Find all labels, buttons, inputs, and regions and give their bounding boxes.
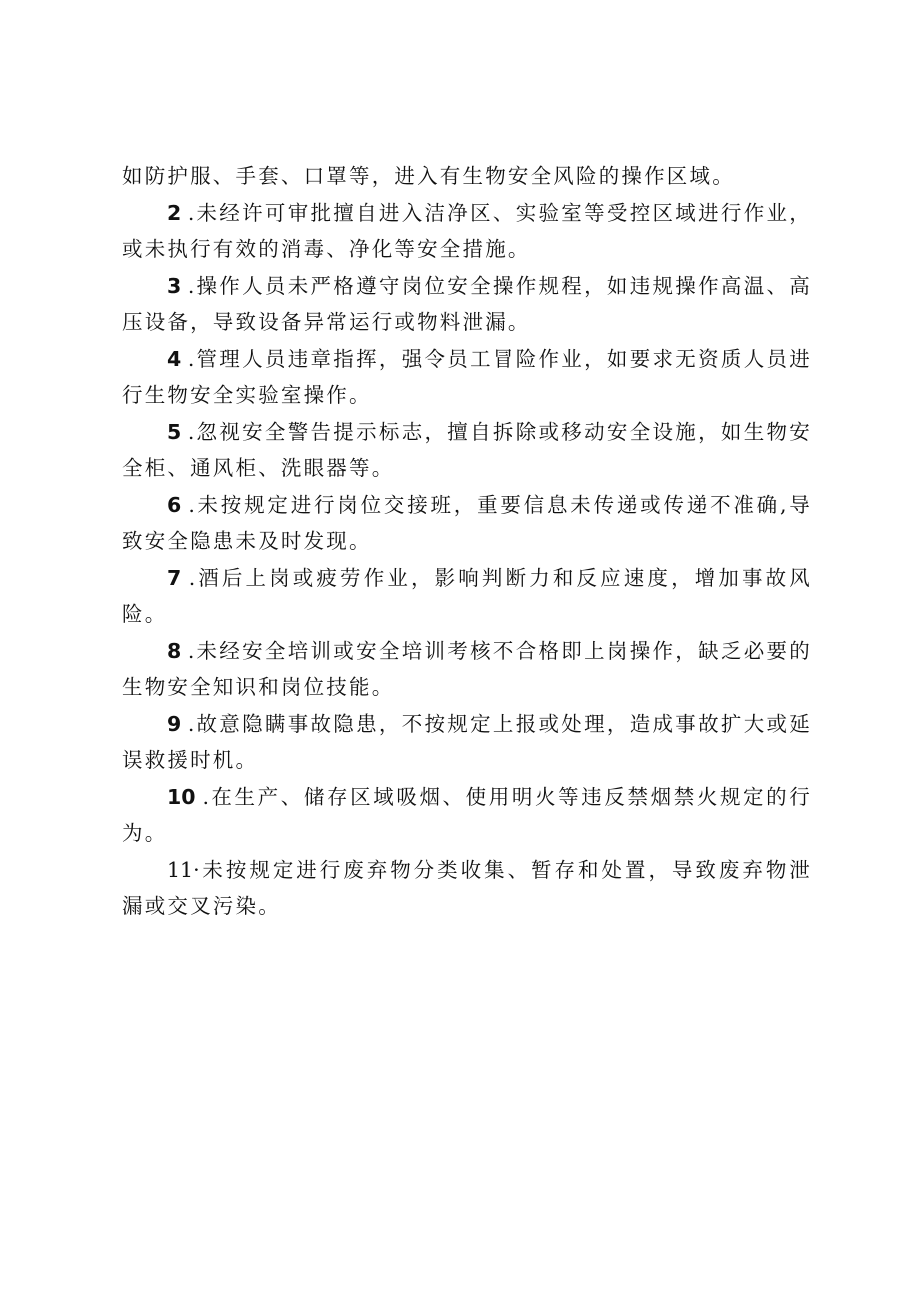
item-number: 4 xyxy=(167,346,182,371)
item-separator: . xyxy=(181,273,195,298)
item-separator: . xyxy=(181,200,195,225)
list-item xyxy=(122,268,812,341)
item-text: 未经许可审批擅自进入洁净区、实验室等受控区域进行作业，或未执行有效的消毒、净化等安全措施。 xyxy=(122,200,812,261)
item-text: 未按规定进行废弃物分类收集、暂存和处置，导致废弃物泄漏或交叉污染。 xyxy=(122,857,812,918)
item-number: 3 xyxy=(167,273,182,298)
item-text: 酒后上岗或疲劳作业，影响判断力和反应速度，增加事故风险。 xyxy=(122,565,812,626)
list-item xyxy=(122,195,812,268)
item-number: 11 xyxy=(167,857,194,882)
item-separator: . xyxy=(181,492,195,517)
item-separator: . xyxy=(195,784,209,809)
item-text: 未经安全培训或安全培训考核不合格即上岗操作，缺乏必要的生物安全知识和岗位技能。 xyxy=(122,638,812,699)
item-number: 2 xyxy=(167,200,182,225)
item-number: 10 xyxy=(167,784,196,809)
item-number: 7 xyxy=(167,565,182,590)
item-number: 9 xyxy=(167,711,182,736)
item-separator: . xyxy=(181,711,195,736)
item-text: 操作人员未严格遵守岗位安全操作规程，如违规操作高温、高压设备，导致设备异常运行或物料泄漏。 xyxy=(122,273,812,334)
list-item xyxy=(122,560,812,633)
item-text: 故意隐瞒事故隐患，不按规定上报或处理，造成事故扩大或延误救援时机。 xyxy=(122,711,812,772)
item-separator: · xyxy=(193,857,200,882)
list-item xyxy=(122,414,812,487)
item-text: 忽视安全警告提示标志，擅自拆除或移动安全设施，如生物安全柜、通风柜、洗眼器等。 xyxy=(122,419,812,480)
document-body xyxy=(122,158,812,925)
item-number: 6 xyxy=(167,492,182,517)
item-separator: . xyxy=(181,565,196,590)
list-item xyxy=(122,706,812,779)
item-number: 8 xyxy=(167,638,182,663)
list-item xyxy=(122,341,812,414)
list-item xyxy=(122,852,812,925)
list-item xyxy=(122,487,812,560)
item-number: 5 xyxy=(167,419,182,444)
item-text: 管理人员违章指挥，强令员工冒险作业，如要求无资质人员进行生物安全实验室操作。 xyxy=(122,346,812,407)
list-item xyxy=(122,779,812,852)
continuation-paragraph: 如防护服、手套、口罩等，进入有生物安全风险的操作区域。 xyxy=(122,164,735,188)
item-text: 未按规定进行岗位交接班，重要信息未传递或传递不准确,导致安全隐患未及时发现。 xyxy=(122,492,812,553)
item-text: 在生产、储存区域吸烟、使用明火等违反禁烟禁火规定的行为。 xyxy=(122,784,812,845)
list-item xyxy=(122,633,812,706)
item-separator: . xyxy=(181,419,195,444)
item-separator: . xyxy=(181,638,195,663)
item-separator: . xyxy=(181,346,195,371)
